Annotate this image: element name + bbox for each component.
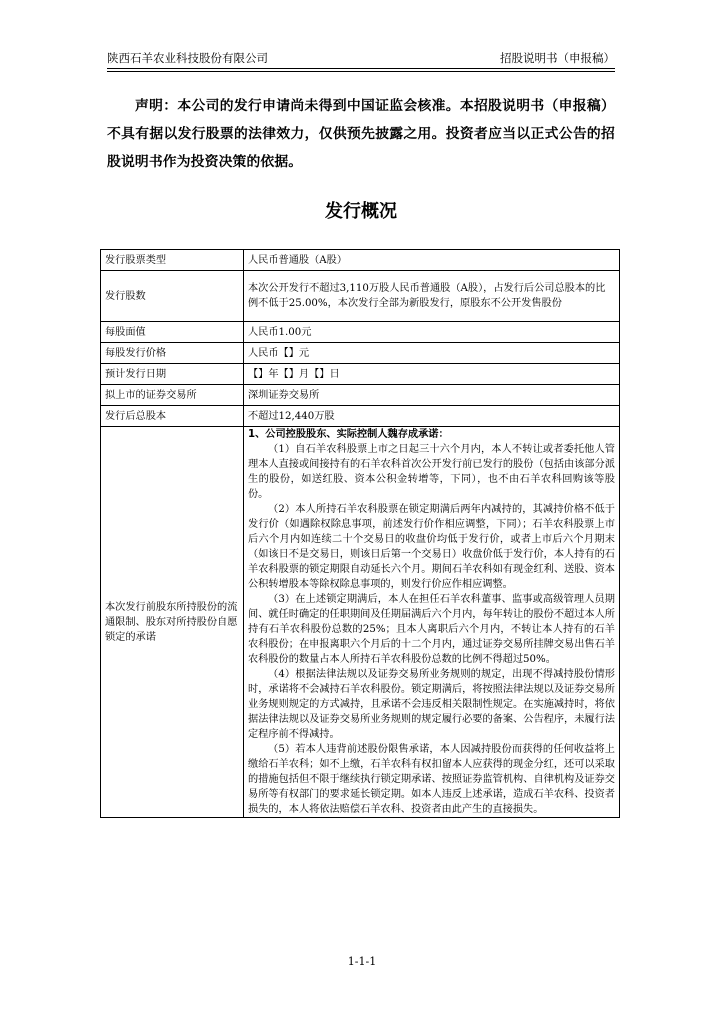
table-row [101,364,620,385]
commitment-paragraph: （2）本人所持石羊农科股票在锁定期满后两年内减持的，其减持价格不低于发行价（如遇除权除息事项，前述发行价作相应调整，下同）；石羊农科股票上市后六个月内如连续二十个交易日的收盘价均低于发行价，或者上市后六个月期末（如该日不是交易日，则该日后第一个交易日）收盘价低于发行价，本人持有的石羊农科股票的锁定期限自动延长六个月。期间石羊农科如有现金红利、送股、资本公积转增股本等除权除息事项的，则发行价应作相应调整。 [248,504,615,590]
header-rule [107,68,615,69]
table-row-commitment [101,427,620,818]
row-label: 每股面值 [101,322,244,343]
commitment-paragraph: （3）在上述锁定期满后，本人在担任石羊农科董事、监事或高级管理人员期间、就任时确定的任职期间及任期届满后六个月内，每年转让的股份不超过本人所持有石羊农科股份总数的25%；且本人离职后六个月内，不转让本人持有的石羊农科股份；在申报离职六个月后的十二个月内，通过证券交易所挂牌交易出售石羊农科股份的数量占本人所持石羊农科股份总数的比例不得超过50%。 [248,594,615,665]
issuance-overview-table [100,249,620,818]
disclaimer-statement: 声明：本公司的发行申请尚未得到中国证监会核准。本招股说明书（申报稿）不具有据以发行股票的法律效力，仅供预先披露之用。投资者应当以正式公告的招股说明书作为投资决策的依据。 [107,98,615,170]
commitment-label: 本次发行前股东所持股份的流通限制、股东对所持股份自愿锁定的承诺 [101,427,244,818]
row-label: 发行股票类型 [101,250,244,271]
table-row [101,322,620,343]
row-value: 人民币【】元 [244,343,620,364]
table-row [101,385,620,406]
row-value: 不超过12,440万股 [244,406,620,427]
page-header [107,50,615,67]
row-value: 人民币1.00元 [244,322,620,343]
row-label: 每股发行价格 [101,343,244,364]
row-label: 预计发行日期 [101,364,244,385]
row-label: 发行股数 [101,271,244,322]
header-company: 陕西石羊农业科技股份有限公司 [107,51,268,65]
page-number: 1-1-1 [347,955,377,968]
commitment-paragraph: （4）根据法律法规以及证券交易所业务规则的规定，出现不得减持股份情形时，承诺将不会减持石羊农科股份。锁定期满后，将按照法律法规以及证券交易所业务规则规定的方式减持，且承诺不会违反相关限制性规定。在实施减持时，将依据法律法规以及证券交易所业务规则的规定履行必要的备案、公告程序，未履行法定程序前不得减持。 [248,669,615,740]
page-title: 发行概况 [325,201,397,222]
commitment-paragraph: （1）自石羊农科股票上市之日起三十六个月内，本人不转让或者委托他人管理本人直接或间接持有的石羊农科首次公开发行前已发行的股份（包括由该部分派生的股份，如送红股、资本公积金转增等，下同），也不由石羊农科回购该等股份。 [248,444,615,500]
row-label: 拟上市的证券交易所 [101,385,244,406]
header-rule-thin [107,71,615,72]
header-doc-type: 招股说明书（申报稿） [500,51,615,65]
table-row [101,271,620,322]
table-row [101,250,620,271]
row-value: 人民币普通股（A股） [244,250,620,271]
commitment-heading: 1、公司控股股东、实际控制人魏存成承诺： [248,429,449,440]
row-value: 本次公开发行不超过3,110万股人民币普通股（A股），占发行后公司总股本的比例不低于25.00%，本次发行全部为新股发行，原股东不公开发售股份 [244,271,620,322]
table-row [101,406,620,427]
row-value: 【】年【】月【】日 [244,364,620,385]
row-value: 深圳证券交易所 [244,385,620,406]
table-row [101,343,620,364]
commitment-paragraph: （5）若本人违背前述股份限售承诺，本人因减持股份而获得的任何收益将上缴给石羊农科；如不上缴，石羊农科有权扣留本人应获得的现金分红，还可以采取的措施包括但不限于继续执行锁定期承诺、按照证券监管机构、自律机构及证券交易所等有权部门的要求延长锁定期。如本人违反上述承诺，造成石羊农科、投资者损失的，本人将依法赔偿石羊农科、投资者由此产生的直接损失。 [248,744,615,815]
row-label: 发行后总股本 [101,406,244,427]
commitment-content [244,427,620,818]
